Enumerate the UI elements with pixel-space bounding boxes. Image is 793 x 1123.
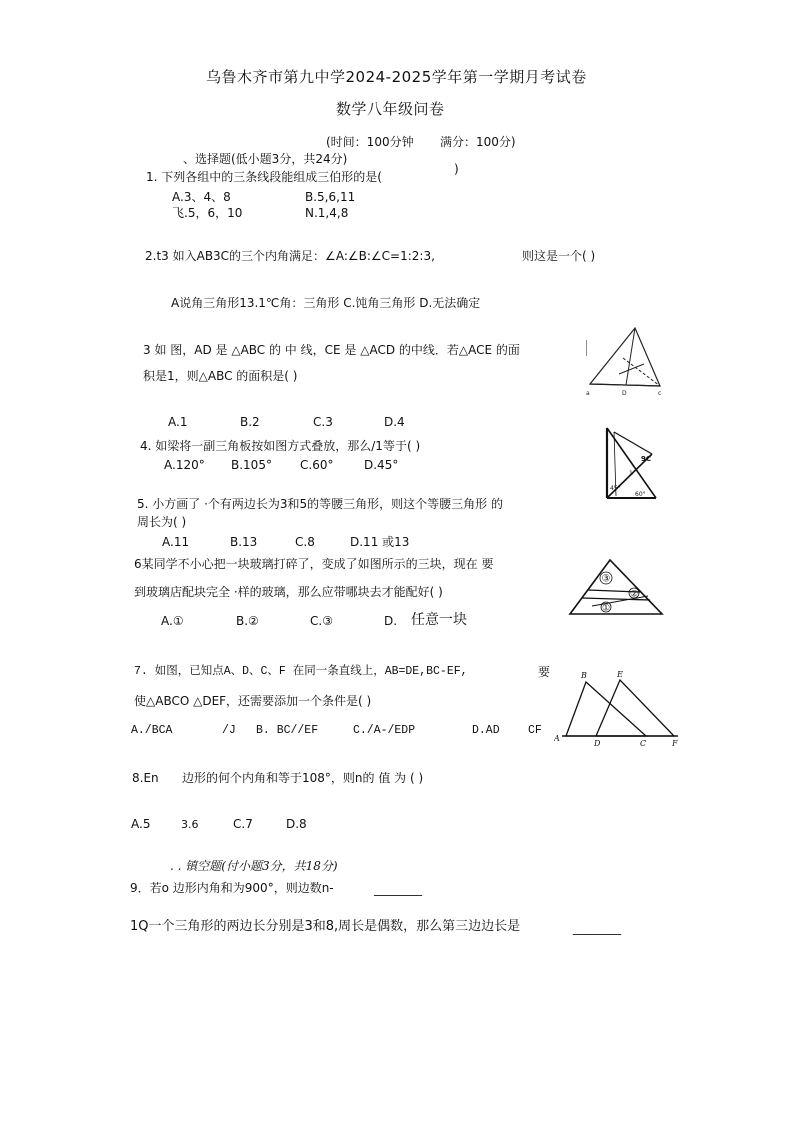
q4-fig-label-1: 1 bbox=[629, 470, 633, 477]
q7-option-a: A./BCA bbox=[131, 724, 173, 737]
q2-options: A说角三角形13.1℃角：三角形 C.饨角三角形 D.无法确定 bbox=[171, 296, 481, 310]
q3-option-d: D.4 bbox=[384, 415, 405, 429]
q2-stem: 2.t3 如入AB3C的三个内角满足：∠A:∠B:∠C=1:2:3, bbox=[145, 249, 435, 263]
q3-option-b: B.2 bbox=[240, 415, 260, 429]
q6-option-b: B.② bbox=[236, 614, 259, 628]
q3-line1: 3 如 图，AD 是 △ABC 的 中 线，CE 是 △ACD 的中线．若△ACE 的面 bbox=[143, 343, 520, 357]
svg-text:c: c bbox=[658, 390, 662, 396]
q3-option-a: A.1 bbox=[168, 415, 188, 429]
q7-fig-label-a: A bbox=[554, 734, 560, 743]
q7-line1: 7. 如图，已知点A、D、C、F 在同一条直线上，AB=DE,BC-EF, bbox=[134, 665, 468, 678]
q6-fig-piece-1: ① bbox=[601, 603, 611, 614]
q7-option-a-cont: /J bbox=[222, 724, 236, 737]
exam-time: (时间：100分钟 bbox=[326, 135, 414, 149]
q1-option-a: A.3、4、8 bbox=[172, 190, 231, 204]
q10-answer-blank[interactable]: ________ bbox=[573, 921, 621, 935]
q7-tail: 要 bbox=[538, 665, 551, 679]
q9-answer-blank[interactable]: ________ bbox=[374, 882, 422, 896]
q9-stem: 9．若o 边形内角和为900°，则边数n- bbox=[130, 881, 334, 895]
section2-heading: . . 镇空题(付小题3分，共18分) bbox=[170, 859, 338, 873]
q1-option-b: B.5,6,11 bbox=[305, 190, 356, 204]
q7-fig-label-b: B bbox=[581, 671, 587, 680]
stray-paren: ) bbox=[454, 162, 459, 176]
q5-option-d: D.11 或13 bbox=[350, 535, 410, 549]
q4-fig-label-top: 9C bbox=[641, 455, 652, 463]
q6-broken-glass-figure bbox=[566, 556, 666, 620]
q4-option-b: B.105° bbox=[231, 458, 272, 472]
q6-fig-piece-3: ③ bbox=[601, 573, 611, 585]
q6-option-c: C.③ bbox=[310, 614, 333, 628]
q7-triangles-figure bbox=[554, 668, 682, 748]
q7-option-c: C./A-/EDP bbox=[353, 724, 416, 737]
q5-option-b: B.13 bbox=[230, 535, 258, 549]
q3-triangle-figure bbox=[586, 324, 668, 396]
exam-score: 满分：100分) bbox=[440, 135, 516, 149]
q7-line2: 使△ABCO △DEF，还需要添加一个条件是( ) bbox=[134, 694, 372, 708]
q5-line1: 5. 小方画了 ·个有两边长为3和5的等腰三角形，则这个等腰三角形 的 bbox=[137, 497, 503, 511]
q5-option-a: A.11 bbox=[162, 535, 190, 549]
q7-fig-label-f: F bbox=[672, 739, 678, 748]
q7-option-b: B. BC//EF bbox=[256, 724, 319, 737]
q4-triangle-ruler-figure bbox=[602, 424, 660, 502]
q8-stem-prefix: 8.En bbox=[132, 771, 159, 785]
q6-line2: 到玻璃店配块完全 ·样的玻璃，那么应带哪块去才能配好( ) bbox=[134, 585, 443, 599]
q1-stem: 1. 下列各组中的三条线段能组成三伯形的是( bbox=[146, 170, 382, 184]
q4-fig-label-60: 60° bbox=[635, 491, 646, 498]
section1-heading: 、选择题(低小题3分，共24分) bbox=[183, 152, 348, 166]
q10-stem: 1Q一个三角形的两边长分别是3和8,周长是偶数，那么第三边边长是 bbox=[130, 919, 521, 934]
q8-option-b: 3.6 bbox=[181, 818, 199, 831]
q6-option-d-text: 任意一块 bbox=[411, 612, 467, 628]
q6-option-d: D. bbox=[384, 614, 398, 628]
q7-option-d-cont: CF bbox=[528, 724, 542, 737]
q8-option-c: C.7 bbox=[233, 817, 253, 831]
q8-stem: 边形的何个内角和等于108°，则n的 值 为 ( ) bbox=[182, 771, 424, 785]
q6-fig-piece-2: ② bbox=[629, 589, 639, 600]
q6-line1: 6某同学不小心把一块玻璃打碎了，变成了如图所示的三块，现在 要 bbox=[134, 557, 494, 571]
q7-option-d: D.AD bbox=[472, 724, 500, 737]
q1-option-d: N.1,4,8 bbox=[305, 206, 349, 220]
q3-line2: 积是1，则△ABC 的面积是( ) bbox=[143, 369, 298, 383]
q8-option-d: D.8 bbox=[286, 817, 307, 831]
q4-stem: 4. 如梁将一副三角板按如图方式叠放，那么/1等于( ) bbox=[140, 439, 421, 453]
exam-title: 乌鲁木齐市第九中学2024-2025学年第一学期月考试卷 bbox=[206, 68, 587, 86]
q4-option-c: C.60° bbox=[300, 458, 334, 472]
q6-option-a: A.① bbox=[161, 614, 184, 628]
svg-text:D: D bbox=[622, 390, 627, 396]
q4-option-d: D.45° bbox=[364, 458, 399, 472]
exam-subtitle: 数学八年级问卷 bbox=[336, 100, 445, 118]
q5-line2: 周长为( ) bbox=[137, 515, 187, 529]
q5-option-c: C.8 bbox=[295, 535, 315, 549]
q2-tail: 则这是一个( ) bbox=[522, 249, 596, 263]
q7-fig-label-c: C bbox=[640, 739, 647, 748]
q1-option-c: 飞.5，6，10 bbox=[172, 206, 243, 220]
svg-text:a: a bbox=[586, 390, 590, 396]
q3-option-c: C.3 bbox=[313, 415, 333, 429]
q4-option-a: A.120° bbox=[164, 458, 205, 472]
q8-option-a: A.5 bbox=[131, 817, 151, 831]
q7-fig-label-e: E bbox=[617, 670, 623, 679]
q4-fig-label-45: 45° bbox=[610, 485, 621, 492]
q7-fig-label-d: D bbox=[594, 739, 601, 748]
